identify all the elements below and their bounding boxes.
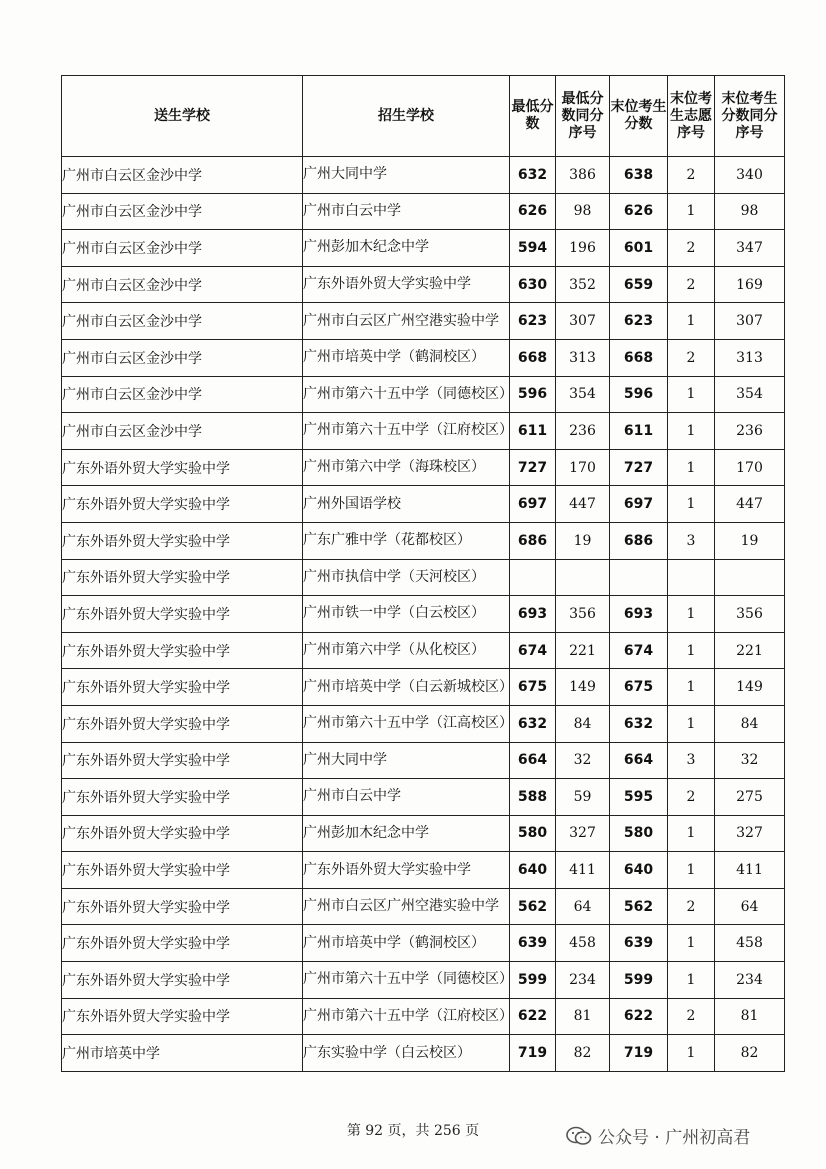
cell-receiving-school: 广州市白云中学 (303, 193, 510, 230)
cell-min-score: 668 (510, 339, 556, 376)
cell-last-choice: 2 (668, 339, 715, 376)
cell-min-score-rank: 84 (556, 705, 610, 742)
cell-last-choice: 2 (668, 779, 715, 816)
cell-last-score-rank: 347 (715, 230, 785, 267)
table-row (62, 266, 785, 303)
cell-receiving-school: 广州市第六十五中学（江府校区） (303, 998, 510, 1035)
cell-sending-school: 广州市白云区金沙中学 (62, 303, 303, 340)
cell-sending-school: 广东外语外贸大学实验中学 (62, 705, 303, 742)
cell-receiving-school: 广州市培英中学（白云新城校区） (303, 669, 510, 706)
table-row (62, 852, 785, 889)
cell-receiving-school: 广州市培英中学（鹤洞校区） (303, 925, 510, 962)
cell-sending-school: 广州市白云区金沙中学 (62, 413, 303, 450)
cell-min-score-rank: 458 (556, 925, 610, 962)
cell-last-choice (668, 559, 715, 596)
table-row (62, 339, 785, 376)
cell-min-score: 632 (510, 157, 556, 194)
cell-min-score-rank: 307 (556, 303, 610, 340)
cell-last-score: 626 (610, 193, 668, 230)
cell-receiving-school: 广州市第六中学（从化校区） (303, 632, 510, 669)
cell-last-score-rank: 81 (715, 998, 785, 1035)
cell-last-choice: 1 (668, 486, 715, 523)
cell-min-score-rank: 82 (556, 1035, 610, 1072)
cell-last-score: 599 (610, 962, 668, 999)
cell-sending-school: 广东外语外贸大学实验中学 (62, 925, 303, 962)
cell-last-score: 640 (610, 852, 668, 889)
cell-last-score: 601 (610, 230, 668, 267)
wechat-icon (566, 1126, 592, 1146)
cell-min-score-rank: 149 (556, 669, 610, 706)
cell-last-score: 693 (610, 596, 668, 633)
table-row (62, 559, 785, 596)
cell-receiving-school: 广州市第六十五中学（江府校区） (303, 413, 510, 450)
table-row (62, 157, 785, 194)
cell-last-score-rank: 236 (715, 413, 785, 450)
cell-min-score: 632 (510, 705, 556, 742)
cell-last-choice: 1 (668, 193, 715, 230)
cell-receiving-school: 广东外语外贸大学实验中学 (303, 266, 510, 303)
cell-min-score: 630 (510, 266, 556, 303)
cell-last-choice: 2 (668, 157, 715, 194)
cell-last-score: 719 (610, 1035, 668, 1072)
cell-last-choice: 1 (668, 1035, 715, 1072)
cell-last-choice: 1 (668, 413, 715, 450)
cell-last-choice: 1 (668, 449, 715, 486)
cell-receiving-school: 广州市第六十五中学（同德校区） (303, 376, 510, 413)
cell-last-score-rank: 84 (715, 705, 785, 742)
cell-min-score-rank: 352 (556, 266, 610, 303)
cell-min-score-rank: 386 (556, 157, 610, 194)
cell-sending-school: 广东外语外贸大学实验中学 (62, 596, 303, 633)
cell-last-score-rank: 19 (715, 522, 785, 559)
cell-receiving-school: 广州市第六中学（海珠校区） (303, 449, 510, 486)
table-row (62, 705, 785, 742)
cell-min-score: 719 (510, 1035, 556, 1072)
table-header-row (62, 76, 785, 157)
cell-last-choice: 1 (668, 852, 715, 889)
table-row (62, 998, 785, 1035)
table-row (62, 522, 785, 559)
cell-receiving-school: 广州市白云中学 (303, 779, 510, 816)
cell-last-score-rank: 221 (715, 632, 785, 669)
cell-last-score-rank: 327 (715, 815, 785, 852)
table-row (62, 596, 785, 633)
cell-last-score: 595 (610, 779, 668, 816)
cell-last-score: 580 (610, 815, 668, 852)
cell-last-score: 639 (610, 925, 668, 962)
cell-min-score: 693 (510, 596, 556, 633)
cell-min-score-rank: 81 (556, 998, 610, 1035)
cell-min-score: 622 (510, 998, 556, 1035)
cell-last-score: 622 (610, 998, 668, 1035)
cell-last-score-rank: 411 (715, 852, 785, 889)
cell-last-choice: 2 (668, 266, 715, 303)
cell-min-score-rank: 170 (556, 449, 610, 486)
cell-last-choice: 2 (668, 230, 715, 267)
cell-min-score: 580 (510, 815, 556, 852)
cell-last-score-rank (715, 559, 785, 596)
cell-last-score: 638 (610, 157, 668, 194)
col-header-receiving-school: 招生学校 (303, 76, 510, 157)
cell-min-score: 674 (510, 632, 556, 669)
table-row (62, 193, 785, 230)
table-row (62, 376, 785, 413)
cell-min-score-rank (556, 559, 610, 596)
watermark-text: 公众号 · 广州初高君 (598, 1128, 751, 1148)
cell-sending-school: 广东外语外贸大学实验中学 (62, 669, 303, 706)
cell-receiving-school: 广州大同中学 (303, 157, 510, 194)
cell-min-score: 626 (510, 193, 556, 230)
cell-min-score: 594 (510, 230, 556, 267)
col-header-sending-school: 送生学校 (62, 76, 303, 157)
cell-last-score: 727 (610, 449, 668, 486)
cell-last-choice: 1 (668, 596, 715, 633)
table-row (62, 449, 785, 486)
col-header-last-choice: 末位考生志愿序号 (668, 76, 715, 157)
table-row (62, 413, 785, 450)
cell-last-score-rank: 458 (715, 925, 785, 962)
table-row (62, 888, 785, 925)
cell-sending-school: 广东外语外贸大学实验中学 (62, 815, 303, 852)
cell-last-score-rank: 356 (715, 596, 785, 633)
cell-sending-school: 广东外语外贸大学实验中学 (62, 449, 303, 486)
cell-sending-school: 广州市白云区金沙中学 (62, 230, 303, 267)
cell-last-score: 632 (610, 705, 668, 742)
cell-min-score-rank: 32 (556, 742, 610, 779)
cell-min-score: 639 (510, 925, 556, 962)
cell-min-score-rank: 64 (556, 888, 610, 925)
cell-last-score-rank: 275 (715, 779, 785, 816)
cell-min-score (510, 559, 556, 596)
table-row (62, 815, 785, 852)
cell-sending-school: 广东外语外贸大学实验中学 (62, 486, 303, 523)
cell-min-score: 562 (510, 888, 556, 925)
cell-last-score (610, 559, 668, 596)
cell-min-score: 623 (510, 303, 556, 340)
table-row (62, 742, 785, 779)
cell-receiving-school: 广东广雅中学（花都校区） (303, 522, 510, 559)
cell-min-score-rank: 356 (556, 596, 610, 633)
cell-sending-school: 广东外语外贸大学实验中学 (62, 559, 303, 596)
cell-sending-school: 广州市白云区金沙中学 (62, 339, 303, 376)
cell-receiving-school: 广州市第六十五中学（同德校区） (303, 962, 510, 999)
cell-last-score: 686 (610, 522, 668, 559)
cell-last-score: 697 (610, 486, 668, 523)
cell-min-score-rank: 98 (556, 193, 610, 230)
page-number: 第 92 页，共 256 页 (346, 1123, 480, 1139)
cell-last-score: 664 (610, 742, 668, 779)
cell-last-score-rank: 98 (715, 193, 785, 230)
cell-last-score-rank: 82 (715, 1035, 785, 1072)
cell-min-score: 611 (510, 413, 556, 450)
cell-min-score: 640 (510, 852, 556, 889)
cell-min-score-rank: 59 (556, 779, 610, 816)
cell-receiving-school: 广州市第六十五中学（江高校区） (303, 705, 510, 742)
cell-last-choice: 1 (668, 303, 715, 340)
cell-last-score-rank: 64 (715, 888, 785, 925)
table-row (62, 669, 785, 706)
cell-last-choice: 3 (668, 742, 715, 779)
table-row (62, 1035, 785, 1072)
table-row (62, 962, 785, 999)
cell-min-score: 664 (510, 742, 556, 779)
cell-min-score-rank: 221 (556, 632, 610, 669)
cell-last-choice: 3 (668, 522, 715, 559)
cell-receiving-school: 广州大同中学 (303, 742, 510, 779)
table-row (62, 779, 785, 816)
cell-receiving-school: 广州市铁一中学（白云校区） (303, 596, 510, 633)
cell-last-choice: 1 (668, 815, 715, 852)
cell-receiving-school: 广州市培英中学（鹤洞校区） (303, 339, 510, 376)
cell-min-score-rank: 236 (556, 413, 610, 450)
cell-sending-school: 广州市白云区金沙中学 (62, 193, 303, 230)
cell-min-score-rank: 327 (556, 815, 610, 852)
cell-sending-school: 广东外语外贸大学实验中学 (62, 852, 303, 889)
cell-last-score-rank: 170 (715, 449, 785, 486)
cell-min-score: 727 (510, 449, 556, 486)
cell-last-score-rank: 307 (715, 303, 785, 340)
col-header-min-score: 最低分数 (510, 76, 556, 157)
cell-last-choice: 2 (668, 888, 715, 925)
cell-receiving-school: 广州市白云区广州空港实验中学 (303, 888, 510, 925)
cell-last-score-rank: 354 (715, 376, 785, 413)
cell-last-score: 674 (610, 632, 668, 669)
cell-sending-school: 广州市白云区金沙中学 (62, 376, 303, 413)
table-row (62, 925, 785, 962)
cell-last-choice: 1 (668, 669, 715, 706)
cell-receiving-school: 广州市白云区广州空港实验中学 (303, 303, 510, 340)
cell-min-score: 599 (510, 962, 556, 999)
cell-sending-school: 广东外语外贸大学实验中学 (62, 998, 303, 1035)
cell-last-score: 596 (610, 376, 668, 413)
cell-min-score-rank: 354 (556, 376, 610, 413)
cell-last-choice: 2 (668, 998, 715, 1035)
cell-last-score-rank: 169 (715, 266, 785, 303)
cell-sending-school: 广东外语外贸大学实验中学 (62, 962, 303, 999)
cell-sending-school: 广州市培英中学 (62, 1035, 303, 1072)
cell-last-choice: 1 (668, 376, 715, 413)
cell-min-score: 697 (510, 486, 556, 523)
cell-receiving-school: 广州彭加木纪念中学 (303, 230, 510, 267)
cell-last-choice: 1 (668, 925, 715, 962)
cell-min-score: 596 (510, 376, 556, 413)
cell-receiving-school: 广东实验中学（白云校区） (303, 1035, 510, 1072)
cell-sending-school: 广东外语外贸大学实验中学 (62, 742, 303, 779)
cell-min-score-rank: 447 (556, 486, 610, 523)
table-row (62, 486, 785, 523)
cell-sending-school: 广州市白云区金沙中学 (62, 266, 303, 303)
cell-last-choice: 1 (668, 705, 715, 742)
cell-last-choice: 1 (668, 632, 715, 669)
cell-receiving-school: 广州外国语学校 (303, 486, 510, 523)
cell-min-score-rank: 411 (556, 852, 610, 889)
cell-last-choice: 1 (668, 962, 715, 999)
cell-last-score: 659 (610, 266, 668, 303)
admission-score-table (61, 75, 785, 1072)
cell-receiving-school: 广东外语外贸大学实验中学 (303, 852, 510, 889)
cell-last-score-rank: 340 (715, 157, 785, 194)
col-header-last-score: 末位考生分数 (610, 76, 668, 157)
cell-last-score-rank: 234 (715, 962, 785, 999)
cell-receiving-school: 广州市执信中学（天河校区） (303, 559, 510, 596)
table-row (62, 303, 785, 340)
cell-min-score-rank: 19 (556, 522, 610, 559)
cell-sending-school: 广东外语外贸大学实验中学 (62, 779, 303, 816)
cell-min-score-rank: 313 (556, 339, 610, 376)
col-header-last-score-rank: 末位考生分数同分序号 (715, 76, 785, 157)
cell-min-score: 675 (510, 669, 556, 706)
cell-sending-school: 广东外语外贸大学实验中学 (62, 632, 303, 669)
cell-sending-school: 广东外语外贸大学实验中学 (62, 522, 303, 559)
cell-min-score-rank: 196 (556, 230, 610, 267)
cell-min-score: 686 (510, 522, 556, 559)
cell-last-score-rank: 32 (715, 742, 785, 779)
cell-min-score-rank: 234 (556, 962, 610, 999)
cell-min-score: 588 (510, 779, 556, 816)
cell-last-score: 675 (610, 669, 668, 706)
table-row (62, 632, 785, 669)
cell-last-score-rank: 149 (715, 669, 785, 706)
cell-receiving-school: 广州彭加木纪念中学 (303, 815, 510, 852)
cell-sending-school: 广州市白云区金沙中学 (62, 157, 303, 194)
cell-last-score: 623 (610, 303, 668, 340)
watermark (566, 1123, 750, 1148)
cell-last-score-rank: 447 (715, 486, 785, 523)
col-header-min-score-rank: 最低分数同分序号 (556, 76, 610, 157)
cell-last-score: 562 (610, 888, 668, 925)
table-row (62, 230, 785, 267)
cell-sending-school: 广东外语外贸大学实验中学 (62, 888, 303, 925)
cell-last-score-rank: 313 (715, 339, 785, 376)
cell-last-score: 611 (610, 413, 668, 450)
cell-last-score: 668 (610, 339, 668, 376)
